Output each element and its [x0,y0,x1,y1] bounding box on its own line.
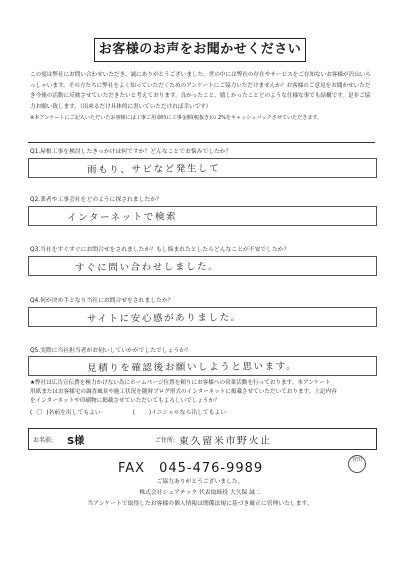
consent-options [30,407,256,416]
question-3: Q3.当社をすぐすぐにお問合せをされましたか？もし悩まれたとしたらどんなことが不安でしたか？ [30,247,290,253]
privacy-note: 当アンケートで取得したお客様の個人情報は関係法規に基づき厳正に管理いたします。 [87,501,313,507]
intro-body: この度は弊社にお問い合わせいただき、誠にありがとうございました。世の中には弊社の存在やサービスをご存知ないお客様が沢山いらっしゃいます。その方たちに弊社をよく知っていただくためのアンケートにご協力いただけませんか？お客様のご意見をお聞かせいただき今後の活動に反映させていただきたいと考えております。良かったこと、嬉しかったことどのような仕様な事でも結構です。是非ご協力お願い致します。（出来るだけ具体的に書いていただければ幸いです） [30,72,371,110]
option-1-mark: 〇 [36,410,43,416]
answer-box-1 [28,158,377,178]
option-1-label: 名前を出してもよい [48,410,101,416]
consent-line-3: をインターネットや印刷物に掲載させていただいてもよろしいでしょうか？ [30,398,220,404]
company-stamp: 宮田 [348,455,366,473]
fax-number: FAX 045-476-9989 [118,461,264,476]
intro-note: ※本アンケートにご記入いただいたお客様には工事ご用命時に工事金額(税抜き)の 2%をキャッシュバックさせていただきます。 [30,115,323,121]
company-signature: 株式会社シェアテック 代表取締役 大久保 誠二 [139,490,261,496]
answer-5: 見積りを確認後お願いしようと思います。 [86,360,298,375]
answer-3: すぐに問い合わせしました。 [74,261,220,274]
option-initials-ok[interactable]: ( )イニシャルなら出してもよい [132,410,227,416]
answer-box-3 [28,256,377,276]
option-2-label: イニシャルなら出してもよい [151,410,227,416]
address-label: ご住所: [155,437,176,444]
customer-info-box [28,428,377,450]
customer-name: S様 [67,436,85,447]
question-2: Q2.業者や工事会社をどのように探されましたか？ [30,197,162,203]
divider [28,142,375,143]
customer-address: 東久留米市野火止 [178,435,272,448]
answer-box-5 [28,356,377,376]
intro-section [30,70,375,124]
consent-line-2: 用紙またはお客様宅の調査風景や施工状況を随時ブログ形式のインターネットに掲載させていただいております。上記内容 [30,389,337,395]
question-4: Q4.何が決め手となり当社にお問合せをされましたか？ [30,298,174,304]
answer-4: サイトに安心感がありました。 [86,312,242,325]
publication-consent-text [30,379,375,406]
question-5: Q5.実際に当社担当者がお伺いしていかがでしたでしょうか？ [30,348,191,354]
name-label: お名前: [33,437,54,444]
option-name-ok[interactable]: ( 〇 )名前を出してもよい [30,407,101,416]
thanks-text: ご協力ありがとうございました。 [156,479,244,485]
answer-1: 雨もり、サビなど発生して [86,163,221,176]
answer-2: インターネットで検索 [66,211,178,224]
answer-box-4 [28,307,377,327]
consent-line-1: ★弊社は広告宣伝費を極力かけない為にホームページ位置を頼りにお客様への営業活動を行っております。本アンケート [30,380,331,386]
page-title: お客様のお声をお聞かせください [94,38,306,62]
question-1: Q1.屋根工事を検討したきっかけは何ですか？どんなことでお悩みでしたか？ [30,149,232,155]
answer-box-2 [28,206,377,226]
